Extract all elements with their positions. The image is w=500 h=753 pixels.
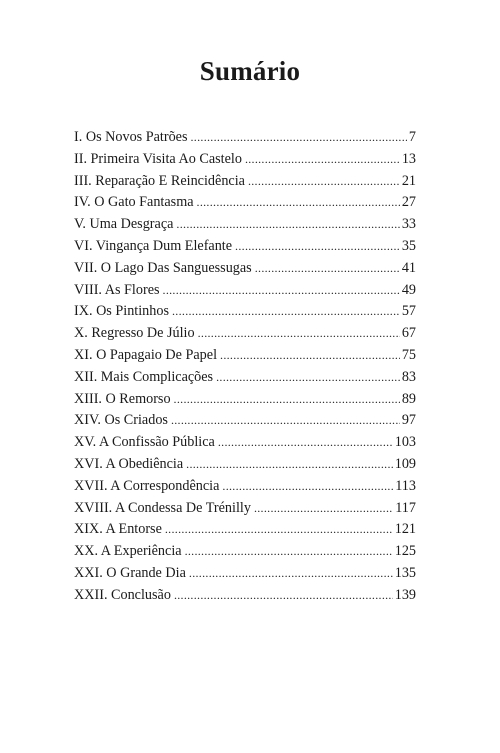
toc-entry[interactable] bbox=[74, 454, 416, 476]
dot-leader bbox=[186, 454, 393, 476]
toc-entry-page-number: 27 bbox=[401, 194, 416, 211]
dot-leader bbox=[185, 541, 393, 563]
dot-leader bbox=[222, 476, 393, 498]
toc-entry[interactable] bbox=[74, 127, 416, 149]
toc-entry-page-number: 41 bbox=[401, 259, 416, 276]
dot-leader bbox=[165, 519, 393, 541]
toc-entry-label: X. Regresso De Júlio bbox=[74, 325, 195, 342]
toc-entry[interactable] bbox=[74, 389, 416, 411]
toc-entry-page-number: 89 bbox=[401, 390, 416, 407]
dot-leader bbox=[191, 127, 407, 149]
toc-entry[interactable] bbox=[74, 258, 416, 280]
toc-entry-page-number: 121 bbox=[394, 521, 416, 538]
toc-entry[interactable] bbox=[74, 345, 416, 367]
dot-leader bbox=[163, 280, 400, 302]
dot-leader bbox=[174, 585, 393, 607]
toc-entry-label: IV. O Gato Fantasma bbox=[74, 194, 194, 211]
dot-leader bbox=[189, 563, 393, 585]
toc-entry-page-number: 117 bbox=[395, 499, 416, 516]
toc-entry-label: II. Primeira Visita Ao Castelo bbox=[74, 150, 242, 167]
toc-entry-page-number: 13 bbox=[401, 150, 416, 167]
toc-entry-label: XX. A Experiência bbox=[74, 543, 182, 560]
toc-entry-page-number: 67 bbox=[401, 325, 416, 342]
toc-entry[interactable] bbox=[74, 410, 416, 432]
toc-entry-page-number: 75 bbox=[401, 346, 416, 363]
toc-entry-page-number: 33 bbox=[401, 216, 416, 233]
dot-leader bbox=[172, 301, 400, 323]
toc-entry[interactable] bbox=[74, 432, 416, 454]
table-of-contents bbox=[74, 127, 416, 607]
toc-entry[interactable] bbox=[74, 171, 416, 193]
dot-leader bbox=[171, 410, 400, 432]
toc-entry[interactable] bbox=[74, 563, 416, 585]
dot-leader bbox=[198, 323, 400, 345]
toc-entry[interactable] bbox=[74, 367, 416, 389]
dot-leader bbox=[216, 367, 400, 389]
toc-entry-label: VIII. As Flores bbox=[74, 281, 160, 298]
dot-leader bbox=[254, 498, 393, 520]
toc-entry-page-number: 135 bbox=[394, 564, 416, 581]
toc-entry-label: XIX. A Entorse bbox=[74, 521, 162, 538]
toc-entry-label: XV. A Confissão Pública bbox=[74, 434, 215, 451]
toc-entry-label: XXI. O Grande Dia bbox=[74, 564, 186, 581]
toc-entry[interactable] bbox=[74, 323, 416, 345]
toc-entry-label: V. Uma Desgraça bbox=[74, 216, 174, 233]
toc-entry-page-number: 97 bbox=[401, 412, 416, 429]
toc-entry-label: XXII. Conclusão bbox=[74, 586, 171, 603]
dot-leader bbox=[248, 171, 400, 193]
toc-entry-label: XVIII. A Condessa De Trénilly bbox=[74, 499, 251, 516]
toc-entry[interactable] bbox=[74, 214, 416, 236]
toc-entry-label: I. Os Novos Patrões bbox=[74, 129, 188, 145]
toc-entry[interactable] bbox=[74, 519, 416, 541]
toc-entry[interactable] bbox=[74, 498, 416, 520]
toc-entry-page-number: 7 bbox=[408, 129, 416, 145]
toc-entry-label: VII. O Lago Das Sanguessugas bbox=[74, 259, 252, 276]
dot-leader bbox=[197, 192, 400, 214]
toc-entry-page-number: 57 bbox=[401, 303, 416, 320]
toc-entry[interactable] bbox=[74, 192, 416, 214]
toc-entry-label: IX. Os Pintinhos bbox=[74, 303, 169, 320]
toc-entry[interactable] bbox=[74, 585, 416, 607]
dot-leader bbox=[174, 389, 400, 411]
toc-entry[interactable] bbox=[74, 280, 416, 302]
toc-entry-page-number: 113 bbox=[395, 477, 416, 494]
dot-leader bbox=[235, 236, 400, 258]
toc-entry-label: XVII. A Correspondência bbox=[74, 477, 220, 494]
toc-entry-label: XIV. Os Criados bbox=[74, 412, 168, 429]
toc-entry-page-number: 139 bbox=[394, 586, 416, 603]
toc-entry-label: VI. Vingança Dum Elefante bbox=[74, 237, 233, 254]
toc-entry-page-number: 109 bbox=[394, 455, 416, 472]
toc-entry[interactable] bbox=[74, 301, 416, 323]
page-title: Sumário bbox=[199, 56, 301, 86]
toc-entry[interactable] bbox=[74, 476, 416, 498]
toc-entry-page-number: 125 bbox=[394, 543, 416, 560]
toc-entry-label: XIII. O Remorso bbox=[74, 390, 171, 407]
toc-entry-page-number: 49 bbox=[401, 281, 416, 298]
toc-entry[interactable] bbox=[74, 541, 416, 563]
dot-leader bbox=[255, 258, 400, 280]
toc-entry-page-number: 21 bbox=[401, 172, 416, 189]
dot-leader bbox=[220, 345, 400, 367]
toc-entry[interactable] bbox=[74, 236, 416, 258]
toc-entry-label: XI. O Papagaio De Papel bbox=[74, 346, 218, 363]
toc-entry-page-number: 83 bbox=[401, 368, 416, 385]
toc-entry-label: XII. Mais Complicações bbox=[74, 368, 214, 385]
dot-leader bbox=[218, 432, 393, 454]
toc-entry-label: III. Reparação E Reincidência bbox=[74, 172, 245, 189]
toc-entry-page-number: 35 bbox=[401, 237, 416, 254]
toc-entry[interactable] bbox=[74, 149, 416, 171]
toc-entry-page-number: 103 bbox=[394, 434, 416, 451]
dot-leader bbox=[176, 214, 399, 236]
toc-entry-label: XVI. A Obediência bbox=[74, 455, 184, 472]
dot-leader bbox=[245, 149, 400, 171]
